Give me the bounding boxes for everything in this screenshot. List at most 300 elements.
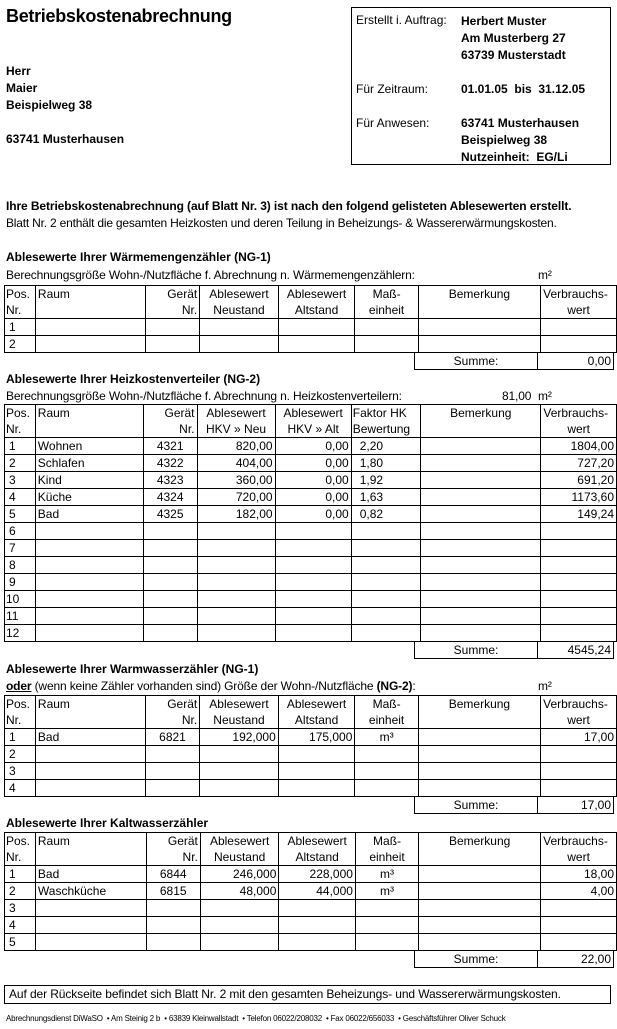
cell-mass [351, 625, 420, 642]
anwesen-unit: Nutzeinheit: EG/Li [461, 150, 568, 164]
cell-geraet: 4323 [143, 472, 197, 489]
cell-mass: 2,20 [351, 438, 420, 455]
table-header-row [5, 286, 617, 303]
cell-raum: Küche [35, 489, 143, 506]
header-alt: Ablesewert [275, 405, 351, 422]
header-pos-line2: Nr. [5, 712, 36, 729]
header-geraet: Gerät [145, 696, 199, 713]
cell-alt [275, 625, 351, 642]
table-row [5, 319, 617, 336]
cell-verb [541, 557, 617, 574]
header-verb-line2: wert [541, 302, 617, 319]
header-verb-line2: wert [541, 849, 617, 866]
header-neu-line2: Neustand [200, 849, 279, 866]
cell-bem [418, 336, 540, 353]
header-geraet-line2: Nr. [143, 421, 197, 438]
cell-geraet [143, 540, 197, 557]
table-row [5, 866, 617, 883]
cell-verb [541, 917, 617, 934]
header-bem-line2 [418, 712, 540, 729]
header-neu: Ablesewert [197, 405, 275, 422]
table-header-row [5, 712, 617, 729]
cell-verb [541, 608, 617, 625]
cell-geraet [145, 780, 199, 797]
sum-row [414, 353, 614, 370]
header-geraet: Gerät [145, 286, 199, 303]
cell-neu [197, 591, 275, 608]
cell-bem [421, 608, 541, 625]
cell-geraet [143, 557, 197, 574]
cell-pos: 6 [5, 523, 36, 540]
cell-bem [418, 763, 540, 780]
cell-pos: 5 [5, 934, 36, 951]
cell-geraet: 4322 [143, 455, 197, 472]
cell-neu [200, 763, 279, 780]
header-verb: Verbrauchs- [541, 286, 617, 303]
cell-mass [351, 608, 420, 625]
header-raum-line2 [35, 712, 145, 729]
header-pos: Pos. [5, 833, 36, 850]
header-raum-line2 [35, 421, 143, 438]
zeitraum-label: Für Zeitraum: [356, 82, 429, 96]
cell-neu [200, 934, 279, 951]
cell-bem [421, 591, 541, 608]
cell-mass: 1,92 [351, 472, 420, 489]
cell-raum [35, 780, 145, 797]
cell-raum: Bad [35, 866, 146, 883]
section-title-warmwasserzaehler: Ablesewerte Ihrer Warmwasserzähler (NG-1) [6, 662, 259, 676]
sum-row [414, 797, 614, 814]
cell-raum: Kind [35, 472, 143, 489]
cell-mass [355, 746, 418, 763]
cell-verb: 727,20 [541, 455, 617, 472]
header-alt-line2: HKV » Alt [275, 421, 351, 438]
cell-alt [278, 746, 355, 763]
cell-raum: Wohnen [35, 438, 143, 455]
header-mass-line2: einheit [355, 302, 418, 319]
table-warmwasserzaehler [4, 695, 617, 797]
cell-mass [351, 557, 420, 574]
header-alt-line2: Altstand [278, 712, 355, 729]
cell-bem [421, 455, 541, 472]
table-row [5, 455, 617, 472]
cell-pos: 2 [5, 336, 36, 353]
cell-raum [35, 523, 143, 540]
cell-bem [421, 438, 541, 455]
cell-verb [541, 763, 617, 780]
header-bem-line2 [419, 849, 541, 866]
cell-neu: 246,000 [200, 866, 279, 883]
sum-value: 22,00 [538, 951, 614, 968]
cell-verb [541, 934, 617, 951]
cell-raum: Schlafen [35, 455, 143, 472]
sum-label: Summe: [415, 951, 538, 968]
intro-bold-line: Ihre Betriebskostenabrechnung (auf Blatt Nr. 3) ist nach den folgend gelisteten Ablesewerten erstellt. [6, 199, 572, 213]
header-geraet-line2: Nr. [146, 849, 200, 866]
header-pos: Pos. [5, 696, 36, 713]
cell-neu: 404,00 [197, 455, 275, 472]
table-row [5, 934, 617, 951]
cell-bem [419, 917, 541, 934]
cell-mass: m³ [355, 729, 418, 746]
cell-alt: 175,000 [278, 729, 355, 746]
ng2-label: (NG-2) [376, 679, 413, 693]
recipient-salutation: Herr [6, 64, 31, 78]
cell-alt [275, 540, 351, 557]
header-verb: Verbrauchs- [541, 696, 617, 713]
header-raum: Raum [35, 286, 145, 303]
header-pos-line2: Nr. [5, 849, 36, 866]
cell-mass [351, 540, 420, 557]
header-verb: Verbrauchs- [541, 833, 617, 850]
cell-geraet [145, 319, 199, 336]
cell-pos: 3 [5, 763, 36, 780]
header-geraet: Gerät [143, 405, 197, 422]
cell-verb [541, 746, 617, 763]
cell-raum [35, 319, 145, 336]
cell-verb [541, 591, 617, 608]
cell-alt: 0,00 [275, 472, 351, 489]
cell-verb: 17,00 [541, 729, 617, 746]
cell-geraet: 4325 [143, 506, 197, 523]
cell-mass [355, 917, 418, 934]
recipient-address [6, 63, 124, 148]
cell-raum [35, 540, 143, 557]
cell-geraet [143, 625, 197, 642]
table-row [5, 506, 617, 523]
section-subtitle [6, 268, 606, 282]
cell-verb: 18,00 [541, 866, 617, 883]
area-label: (wenn keine Zähler vorhanden sind) Größe der Wohn-/Nutzfläche [31, 679, 377, 693]
header-mass: Faktor HK [351, 405, 420, 422]
area-unit: m² [538, 268, 552, 282]
cell-mass [351, 523, 420, 540]
cell-alt [275, 608, 351, 625]
cell-raum [35, 608, 143, 625]
header-bem: Bemerkung [421, 405, 541, 422]
cell-alt: 0,00 [275, 455, 351, 472]
cell-pos: 4 [5, 917, 36, 934]
table-row [5, 472, 617, 489]
cell-mass: 1,80 [351, 455, 420, 472]
cell-neu [200, 900, 279, 917]
cell-neu: 820,00 [197, 438, 275, 455]
cell-alt [278, 763, 355, 780]
sum-row [414, 642, 614, 659]
cell-neu: 720,00 [197, 489, 275, 506]
area-unit: m² [538, 389, 552, 403]
table-row [5, 438, 617, 455]
document-title: Betriebskostenabrechnung [6, 6, 232, 26]
cell-neu [197, 540, 275, 557]
cell-neu [200, 917, 279, 934]
header-mass-line2: Bewertung [351, 421, 420, 438]
header-alt: Ablesewert [278, 286, 355, 303]
cell-bem [419, 934, 541, 951]
cell-verb [541, 336, 617, 353]
sum-label: Summe: [415, 642, 538, 659]
sum-value: 17,00 [538, 797, 614, 814]
cell-alt [275, 557, 351, 574]
table-header-row [5, 405, 617, 422]
cell-alt [278, 319, 355, 336]
cell-bem [421, 557, 541, 574]
header-raum: Raum [35, 833, 146, 850]
cell-verb: 1804,00 [541, 438, 617, 455]
header-raum-line2 [35, 302, 145, 319]
area-label: Berechnungsgröße Wohn-/Nutzfläche f. Abrechnung n. Wärmemengenzählern: [6, 268, 415, 282]
header-bem: Bemerkung [418, 286, 540, 303]
cell-alt: 0,00 [275, 506, 351, 523]
cell-geraet [146, 900, 200, 917]
anwesen-label: Für Anwesen: [356, 116, 430, 130]
cell-bem [418, 319, 540, 336]
header-bem-line2 [421, 421, 541, 438]
cell-mass [355, 934, 418, 951]
sum-label: Summe: [415, 353, 538, 370]
section-title-waermemengenzaehler: Ablesewerte Ihrer Wärmemengenzähler (NG-1) [6, 250, 271, 264]
cell-bem [421, 506, 541, 523]
cell-verb [541, 540, 617, 557]
cell-pos: 9 [5, 574, 36, 591]
header-mass: Maß- [355, 833, 418, 850]
cell-geraet: 4324 [143, 489, 197, 506]
table-row [5, 557, 617, 574]
recipient-name: Maier [6, 81, 38, 95]
header-pos-line2: Nr. [5, 302, 36, 319]
cell-geraet [143, 523, 197, 540]
table-row [5, 883, 617, 900]
cell-pos: 4 [5, 489, 36, 506]
cell-neu [200, 746, 279, 763]
cell-geraet: 4321 [143, 438, 197, 455]
header-alt-line2: Altstand [279, 849, 356, 866]
cell-mass: 1,63 [351, 489, 420, 506]
cell-geraet [145, 746, 199, 763]
cell-raum: Bad [35, 729, 145, 746]
table-row [5, 900, 617, 917]
sum-label: Summe: [415, 797, 538, 814]
table-row [5, 763, 617, 780]
table-row [5, 523, 617, 540]
header-bem: Bemerkung [418, 696, 540, 713]
header-mass: Maß- [355, 286, 418, 303]
sum-row [414, 951, 614, 968]
header-geraet-line2: Nr. [145, 712, 199, 729]
header-neu-line2: Neustand [200, 302, 279, 319]
cell-neu [197, 557, 275, 574]
header-raum-line2 [35, 849, 146, 866]
cell-pos: 2 [5, 883, 36, 900]
cell-geraet [143, 574, 197, 591]
cell-pos: 1 [5, 866, 36, 883]
area-label: Berechnungsgröße Wohn-/Nutzfläche f. Abrechnung n. Heizkostenverteilern: [6, 389, 402, 403]
cell-pos: 10 [5, 591, 36, 608]
table-row [5, 780, 617, 797]
cell-mass [355, 900, 418, 917]
cell-geraet [145, 763, 199, 780]
cell-bem [421, 625, 541, 642]
cell-alt [278, 780, 355, 797]
auftrag-street: Am Musterberg 27 [461, 31, 566, 45]
footer-company-info: Abrechnungsdienst DiWaSO • Am Steinig 2 b • 63839 Kleinwallstadt • Telefon 06022/208032 • Fax 06022/656033 • Geschäftsführer Oliver Schuck [6, 1014, 506, 1023]
cell-neu [197, 625, 275, 642]
cell-raum [35, 625, 143, 642]
cell-pos: 5 [5, 506, 36, 523]
cell-pos: 3 [5, 900, 36, 917]
cell-raum [35, 746, 145, 763]
cell-bem [418, 746, 540, 763]
cell-bem [419, 883, 541, 900]
cell-alt [275, 523, 351, 540]
table-heizkostenverteiler [4, 404, 617, 642]
table-header-row [5, 833, 617, 850]
header-verb-line2: wert [541, 421, 617, 438]
cell-raum [35, 557, 143, 574]
info-box [351, 7, 611, 165]
header-geraet-line2: Nr. [145, 302, 199, 319]
cell-mass [355, 780, 418, 797]
cell-alt [279, 917, 356, 934]
table-row [5, 540, 617, 557]
cell-geraet [143, 608, 197, 625]
cell-pos: 8 [5, 557, 36, 574]
cell-verb: 149,24 [541, 506, 617, 523]
cell-bem [421, 489, 541, 506]
cell-alt [279, 900, 356, 917]
cell-pos: 2 [5, 455, 36, 472]
section-title-heizkostenverteiler: Ablesewerte Ihrer Heizkostenverteiler (NG-2) [6, 372, 261, 386]
header-neu: Ablesewert [200, 286, 279, 303]
table-header-row [5, 696, 617, 713]
cell-mass [355, 336, 418, 353]
cell-neu [200, 319, 279, 336]
auftrag-name: Herbert Muster [461, 14, 547, 28]
table-row [5, 729, 617, 746]
cell-pos: 4 [5, 780, 36, 797]
table-row [5, 917, 617, 934]
cell-mass [355, 319, 418, 336]
table-waermemengenzaehler [4, 285, 617, 353]
cell-pos: 7 [5, 540, 36, 557]
cell-verb: 4,00 [541, 883, 617, 900]
cell-alt [279, 934, 356, 951]
header-neu-line2: Neustand [200, 712, 279, 729]
header-bem: Bemerkung [419, 833, 541, 850]
colon: : [412, 679, 416, 693]
cell-verb [541, 780, 617, 797]
section-title-kaltwasserzaehler: Ablesewerte Ihrer Kaltwasserzähler [6, 816, 209, 830]
cell-verb: 1173,60 [541, 489, 617, 506]
cell-verb [541, 319, 617, 336]
header-neu: Ablesewert [200, 696, 279, 713]
cell-neu: 48,000 [200, 883, 279, 900]
header-geraet: Gerät [146, 833, 200, 850]
cell-raum [35, 763, 145, 780]
cell-bem [419, 866, 541, 883]
sum-value: 4545,24 [538, 642, 614, 659]
table-header-row [5, 849, 617, 866]
cell-mass [351, 591, 420, 608]
header-pos: Pos. [5, 286, 36, 303]
cell-pos: 2 [5, 746, 36, 763]
table-row [5, 489, 617, 506]
cell-raum [35, 934, 146, 951]
cell-geraet: 6815 [146, 883, 200, 900]
header-alt: Ablesewert [279, 833, 356, 850]
cell-pos: 1 [5, 319, 36, 336]
cell-bem [421, 523, 541, 540]
cell-neu: 192,000 [200, 729, 279, 746]
cell-neu [197, 574, 275, 591]
cell-mass: m³ [355, 883, 418, 900]
cell-verb [541, 574, 617, 591]
cell-neu [197, 608, 275, 625]
header-bem-line2 [418, 302, 540, 319]
cell-geraet: 6844 [146, 866, 200, 883]
cell-mass [351, 574, 420, 591]
anwesen-city: 63741 Musterhausen [461, 116, 580, 130]
table-row [5, 746, 617, 763]
intro-line: Blatt Nr. 2 enthält die gesamten Heizkosten und deren Teilung in Beheizungs- & Wassererwärmungskosten. [6, 216, 557, 230]
cell-raum: Bad [35, 506, 143, 523]
table-row [5, 608, 617, 625]
header-neu: Ablesewert [200, 833, 279, 850]
cell-bem [421, 472, 541, 489]
section-subtitle [6, 679, 606, 693]
header-raum: Raum [35, 696, 145, 713]
header-mass: Maß- [355, 696, 418, 713]
section-subtitle [6, 389, 606, 403]
header-verb: Verbrauchs- [541, 405, 617, 422]
cell-neu [197, 523, 275, 540]
cell-geraet [143, 591, 197, 608]
cell-alt [278, 336, 355, 353]
area-value: 81,00 [502, 389, 532, 403]
header-raum: Raum [35, 405, 143, 422]
cell-alt: 0,00 [275, 438, 351, 455]
table-header-row [5, 421, 617, 438]
header-pos: Pos. [5, 405, 36, 422]
cell-raum: Waschküche [35, 883, 146, 900]
cell-geraet [146, 934, 200, 951]
table-row [5, 336, 617, 353]
cell-bem [421, 574, 541, 591]
header-mass-line2: einheit [355, 849, 418, 866]
header-neu-line2: HKV » Neu [197, 421, 275, 438]
cell-pos: 1 [5, 729, 36, 746]
cell-mass: 0,82 [351, 506, 420, 523]
cell-verb: 691,20 [541, 472, 617, 489]
cell-neu: 182,00 [197, 506, 275, 523]
header-mass-line2: einheit [355, 712, 418, 729]
auftrag-label: Erstellt i. Auftrag: [356, 13, 447, 27]
cell-bem [418, 729, 540, 746]
cell-raum [35, 917, 146, 934]
recipient-city: 63741 Musterhausen [6, 132, 125, 146]
cell-raum [35, 336, 145, 353]
cell-alt: 228,000 [279, 866, 356, 883]
table-header-row [5, 302, 617, 319]
header-alt: Ablesewert [278, 696, 355, 713]
cell-verb [541, 900, 617, 917]
area-unit: m² [538, 679, 552, 693]
backside-notice: Auf der Rückseite befindet sich Blatt Nr. 2 mit den gesamten Beheizungs- und Wassererwärmungskosten. [4, 985, 611, 1004]
table-kaltwasserzaehler [4, 832, 617, 951]
cell-pos: 12 [5, 625, 36, 642]
cell-pos: 1 [5, 438, 36, 455]
header-pos-line2: Nr. [5, 421, 36, 438]
